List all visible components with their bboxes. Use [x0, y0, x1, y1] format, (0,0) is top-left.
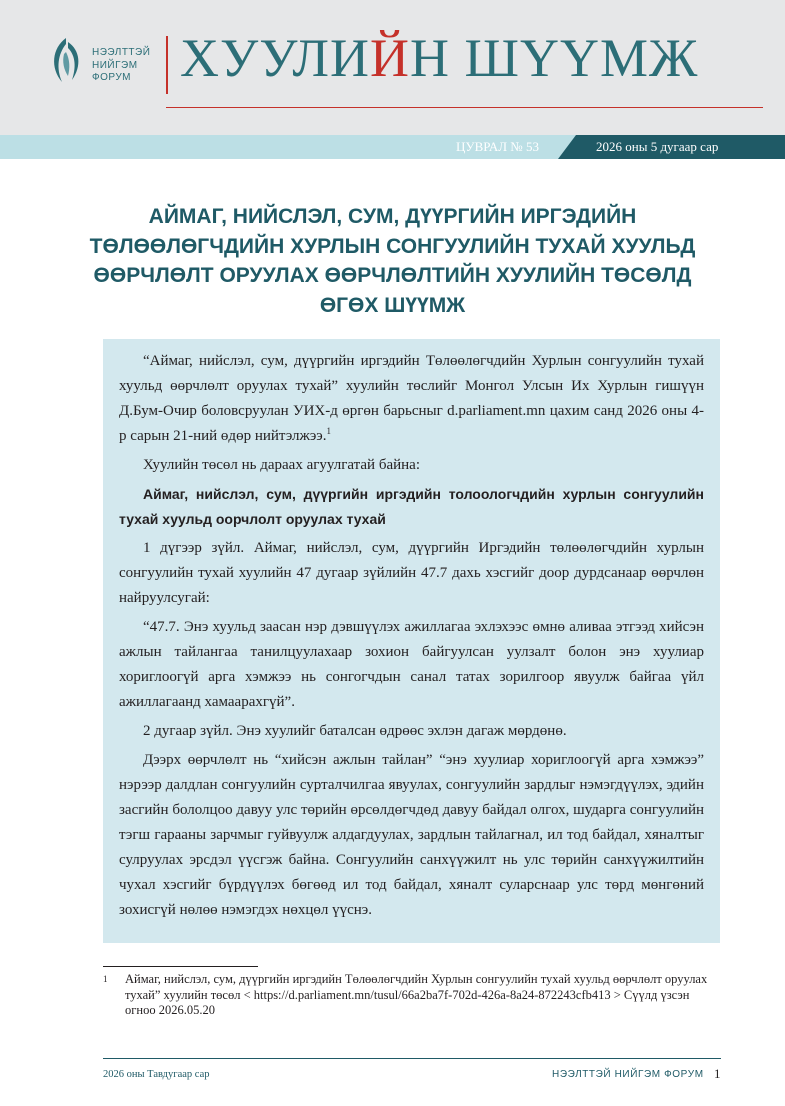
paragraph-article-2: 2 дугаар зүйл. Энэ хуулийг баталсан өдрөөс эхлэн дагаж мөрдөнө. [143, 723, 567, 739]
title-highlight-letter: Й [370, 28, 410, 88]
series-bar [0, 135, 785, 159]
paragraph-quote-47-7: “47.7. Энэ хуульд заасан нэр дэвшүүлэх ажиллагаа эхлэхээс өмнө аливаа этгээд хийсэн ажлын тайлангаа танилцуулахаар зохион байгуулсан уулзалт болон энэ хуулиар хориглоогүй арга хэмжээ нь сонгогчдын санал татах зорилгоор явуулж байгаа үйл ажиллагаанд хамаарахгүй”. [119, 619, 704, 710]
paragraph-intro-text: “Аймаг, нийслэл, сум, дүүргийн иргэдийн Төлөөлөгчдийн Хурлын сонгуулийн тухай хуульд өөрчлөлт оруулах тухай” хуулийн төслийг Монгол Улсын Их Хурлын гишүүн Д.Бум-Очир боловсруулан УИХ-д өргөн барьсныг d.parliament.mn цахим санд 2026 оны 4-р сарын 21-ний өдөр нийтэлжээ. [119, 353, 704, 444]
footer-org: НЭЭЛТТЭЙ НИЙГЭМ ФОРУМ [552, 1069, 704, 1080]
header-horizontal-rule [166, 107, 763, 108]
header-vertical-divider [166, 36, 168, 94]
paragraph-analysis: Дээрх өөрчлөлт нь “хийсэн ажлын тайлан” “энэ хуулиар хориглоогүй арга хэмжээ” нэрээр далдлан сонгуулийн сурталчилгаа явуулах, сонгуулийн зардлыг нэмэгдүүлэх, эдийн засгийн бололцоо давуу улс төрийн өрсөлдөгчдөд давуу байдал олгох, шударга сонгуулийн тэгш гарааны зарчмыг гуйвуулж алдагдуулах, зардлын тайлагнал, ил тод байдал, хяналтыг сулруулах эрсдэл үүсгэж байна. Сонгуулийн санхүүжилт нь улс төрийн санхүүжилтийн чухал хэсгийг бүрдүүлэх бөгөөд ил тод байдал, хяналт суларснаар улс төрд мөнгөний зохисгүй нөлөө нэмэгдэх нөхцөл үүснэ. [119, 752, 704, 918]
paragraph-article-1: 1 дүгээр зүйл. Аймаг, нийслэл, сум, дүүргийн Иргэдийн төлөөлөгчдийн хурлын сонгуулийн тухай хуулийн 47 дугаар зүйлийн 47.7 дахь хэсгийг доор дурдсанаар өөрчлөн найруулсугай: [119, 540, 704, 606]
footer-rule [103, 1058, 721, 1059]
org-line-3: ФОРУМ [92, 72, 132, 83]
footnote-rule [103, 966, 258, 967]
footer-date: 2026 оны Тавдугаар сар [103, 1069, 210, 1080]
title-part-1: ХУУЛИ [180, 28, 370, 88]
footnote-ref: 1 [326, 426, 331, 436]
series-date: 2026 оны 5 дугаар сар [596, 139, 719, 154]
document-title: АЙМАГ, НИЙСЛЭЛ, СУМ, ДҮҮРГИЙН ИРГЭДИЙН ТӨЛӨӨЛӨГЧДИЙН ХУРЛЫН СОНГУУЛИЙН ТУХАЙ ХУУЛЬД ӨӨРЧЛӨЛТ ОРУУЛАХ ӨӨРЧЛӨЛТИЙН ХУУЛИЙН ТӨСӨЛД ӨГӨХ ШҮҮМЖ [89, 205, 696, 317]
content-box [103, 339, 720, 943]
paragraph-law-title: Аймаг, нийслэл, сум, дүүргийн иргэдийн толоологчдийн хурлын сонгуулийн тухай хуульд оорчлолт оруулах тухай [119, 486, 704, 527]
masthead [0, 0, 785, 135]
publication-title [180, 26, 698, 90]
forum-logo-icon [48, 34, 84, 86]
page-number: 1 [714, 1066, 721, 1081]
series-number: ЦУВРАЛ № 53 [456, 139, 539, 154]
title-part-2: Н ШҮҮМЖ [410, 28, 699, 88]
paragraph-content-lead: Хуулийн төсөл нь дараах агуулгатай байна: [143, 457, 420, 473]
org-line-2: НИЙГЭМ [92, 59, 138, 71]
org-name [92, 47, 150, 85]
footnote [103, 972, 713, 1019]
org-line-1: НЭЭЛТТЭЙ [92, 47, 151, 58]
paragraph-intro [119, 349, 704, 449]
footnote-number: 1 [103, 974, 108, 984]
footnote-text: Аймаг, нийслэл, сум, дүүргийн иргэдийн Төлөөлөгчдийн Хурлын сонгуулийн тухай хуульд өөрчлөлт оруулах тухай” хуулийн төсөл < https://d.parliament.mn/tusul/66a2ba7f-702d-426a-8a24-872243cfb413 > Сүүлд үзсэн огноо 2026.05.20 [125, 972, 708, 1017]
